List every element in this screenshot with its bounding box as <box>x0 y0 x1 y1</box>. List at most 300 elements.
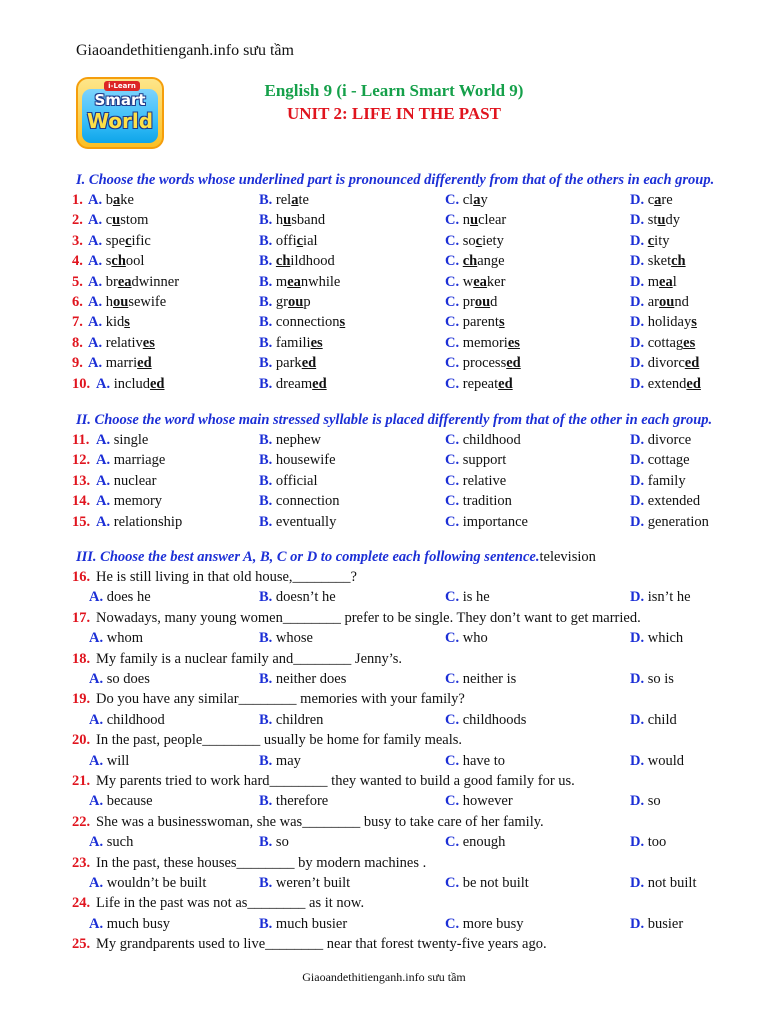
underlined-part: ea <box>473 273 487 290</box>
option-letter: C. <box>445 915 460 932</box>
question-row <box>0 936 768 956</box>
question-number: 15. <box>72 513 91 530</box>
answer-option: A. relatives <box>88 334 155 351</box>
option-letter: B. <box>259 294 273 310</box>
option-letter: B. <box>259 334 273 351</box>
logo-tag: i-Learn <box>104 81 140 91</box>
question-number: 1. <box>72 192 83 208</box>
option-letter: C. <box>445 314 460 331</box>
option-letter: C. <box>445 671 460 687</box>
underlined-part: ch <box>671 253 686 270</box>
option-letter: B. <box>259 314 273 331</box>
option-letter: D. <box>630 355 645 372</box>
answer-option: B. connections <box>259 314 346 331</box>
answer-option: C. memories <box>445 334 520 351</box>
underlined-part: es <box>683 334 696 351</box>
answer-option: D. divorce <box>630 432 692 448</box>
answer-option: D. would <box>630 752 684 769</box>
answer-option: C. society <box>445 232 504 249</box>
answer-option: A. does he <box>89 589 151 606</box>
option-letter: A. <box>88 334 103 351</box>
option-letter: A. <box>88 253 103 270</box>
option-letter: D. <box>630 212 645 229</box>
question-text: My family is a nuclear family and________ Jenny’s. <box>96 650 403 667</box>
option-letter: B. <box>259 875 273 891</box>
option-letter: D. <box>630 452 645 469</box>
option-letter: D. <box>630 711 645 728</box>
answer-option: A. housewife <box>88 294 167 310</box>
option-letter: C. <box>445 630 460 647</box>
option-letter: C. <box>445 375 460 392</box>
question-row <box>0 376 768 396</box>
option-letter: A. <box>88 212 103 229</box>
option-letter: C. <box>445 432 460 448</box>
option-letter: C. <box>445 513 460 530</box>
answer-option: A. relationship <box>96 513 183 530</box>
answer-option: A. bake <box>88 192 134 208</box>
answer-option: A. wouldn’t be built <box>89 875 207 891</box>
question-number: 12. <box>72 452 91 469</box>
question-number: 2. <box>72 212 83 229</box>
answer-option: C. tradition <box>445 493 512 510</box>
option-letter: D. <box>630 192 645 208</box>
question-number: 17. <box>72 609 91 626</box>
answer-option: D. isn’t he <box>630 589 691 606</box>
option-letter: D. <box>630 232 645 249</box>
answer-option: B. doesn’t he <box>259 589 336 606</box>
answer-option: C. have to <box>445 752 506 769</box>
question-number: 8. <box>72 334 83 351</box>
option-letter: A. <box>89 671 104 687</box>
answer-option: B. dreamed <box>259 375 327 392</box>
question-row <box>0 335 768 355</box>
underlined-part: ou <box>474 294 491 310</box>
answer-option: C. repeated <box>445 375 513 392</box>
source-footer: Giaoandethitienganh.info sưu tầm <box>302 970 466 984</box>
option-letter: A. <box>89 915 104 932</box>
answer-option: C. be not built <box>445 875 529 891</box>
option-letter: D. <box>630 253 645 270</box>
answer-option: D. which <box>630 630 684 647</box>
underlined-part: ed <box>149 375 165 392</box>
option-letter: B. <box>259 192 273 208</box>
answer-option: A. much busy <box>89 915 170 932</box>
underlined-part: s <box>339 314 346 331</box>
question-row <box>0 514 768 534</box>
underlined-part: ed <box>312 375 327 392</box>
answer-option: B. childhood <box>259 253 335 270</box>
answer-option: A. childhood <box>89 711 165 728</box>
answer-option: A. whom <box>89 630 143 647</box>
underlined-part: es <box>310 334 323 351</box>
answer-option: D. cottages <box>630 334 696 351</box>
answer-option: D. generation <box>630 513 709 530</box>
source-header: Giaoandethitienganh.info sưu tầm <box>76 42 294 59</box>
question-text: My parents tried to work hard________ they wanted to build a good family for us. <box>96 773 575 789</box>
option-letter: A. <box>89 711 104 728</box>
book-title: English 9 (i - Learn Smart World 9) <box>264 81 524 100</box>
question-text: Nowadays, many young women________ prefer to be single. They don’t want to get married. <box>96 609 641 626</box>
option-letter: D. <box>630 671 645 687</box>
answer-option: A. nuclear <box>96 472 157 489</box>
answer-option: C. clay <box>445 192 488 208</box>
answer-option: D. child <box>630 711 677 728</box>
underlined-part: s <box>124 314 130 331</box>
question-row <box>0 610 768 630</box>
option-letter: B. <box>259 793 273 810</box>
underlined-part: c <box>647 232 655 249</box>
question-number: 25. <box>72 936 91 953</box>
underlined-part: c <box>475 232 483 249</box>
answer-option: B. connection <box>259 493 340 510</box>
answer-option: D. divorced <box>630 355 700 372</box>
answer-option: C. weaker <box>445 273 506 290</box>
option-letter: A. <box>96 452 111 469</box>
option-letter: D. <box>630 334 645 351</box>
underlined-part: a <box>473 192 481 208</box>
question-text: In the past, these houses________ by modern machines . <box>96 854 427 871</box>
options-row <box>0 753 768 773</box>
options-row <box>0 916 768 936</box>
answer-option: A. marriage <box>96 452 166 469</box>
underlined-part: ch <box>462 253 478 270</box>
logo-word-world: World <box>86 109 154 133</box>
answer-option: C. importance <box>445 513 528 530</box>
question-row <box>0 569 768 589</box>
answer-option: A. such <box>89 834 134 851</box>
option-letter: D. <box>630 875 645 891</box>
question-number: 14. <box>72 493 91 510</box>
option-letter: C. <box>445 212 460 229</box>
question-row <box>0 314 768 334</box>
option-letter: C. <box>445 875 460 891</box>
question-number: 3. <box>72 232 83 249</box>
answer-option: D. extended <box>630 375 701 392</box>
option-letter: C. <box>445 711 460 728</box>
option-letter: A. <box>88 355 103 372</box>
answer-option: B. nephew <box>259 432 322 448</box>
answer-option: A. school <box>88 253 145 270</box>
unit-title: UNIT 2: LIFE IN THE PAST <box>287 104 501 123</box>
underlined-part: ed <box>137 355 152 372</box>
option-letter: C. <box>445 493 460 510</box>
option-letter: C. <box>445 232 460 249</box>
question-row <box>0 192 768 212</box>
option-letter: B. <box>259 273 273 290</box>
option-letter: B. <box>259 493 273 510</box>
option-letter: C. <box>445 192 460 208</box>
option-letter: B. <box>259 630 273 647</box>
answer-option: A. single <box>96 432 149 448</box>
option-letter: C. <box>445 589 460 606</box>
answer-option: B. weren’t built <box>259 875 351 891</box>
option-letter: A. <box>89 630 104 647</box>
question-number: 6. <box>72 294 83 310</box>
question-row <box>0 355 768 375</box>
question-row <box>0 253 768 273</box>
answer-option: D. city <box>630 232 670 249</box>
underlined-part: ed <box>498 375 513 392</box>
question-number: 7. <box>72 314 83 331</box>
option-letter: A. <box>88 232 103 249</box>
option-letter: D. <box>630 513 645 530</box>
option-letter: B. <box>259 711 273 728</box>
underlined-part: a <box>654 192 662 208</box>
answer-option: B. neither does <box>259 671 347 687</box>
answer-option: C. however <box>445 793 513 810</box>
question-text: In the past, people________ usually be home for family meals. <box>96 732 463 749</box>
logo-word-smart: Smart <box>94 91 146 109</box>
answer-option: A. breadwinner <box>88 273 180 290</box>
options-row <box>0 834 768 854</box>
question-row <box>0 855 768 875</box>
option-letter: C. <box>445 452 460 469</box>
answer-option: C. relative <box>445 472 507 489</box>
option-letter: B. <box>259 375 273 392</box>
option-letter: B. <box>259 671 273 687</box>
options-row <box>0 793 768 813</box>
question-row <box>0 773 768 793</box>
question-text: Life in the past was not as________ as it now. <box>96 895 365 912</box>
answer-option: B. eventually <box>259 513 337 530</box>
answer-option: D. around <box>630 294 689 310</box>
option-letter: B. <box>259 253 273 270</box>
option-letter: D. <box>630 793 645 810</box>
option-letter: C. <box>445 273 460 290</box>
underlined-part: es <box>142 334 155 351</box>
underlined-part: ea <box>659 273 673 290</box>
question-row <box>0 294 768 314</box>
option-letter: C. <box>445 294 460 310</box>
question-number: 16. <box>72 569 91 585</box>
question-row <box>0 895 768 915</box>
option-letter: A. <box>96 472 111 489</box>
option-letter: A. <box>88 273 103 290</box>
underlined-part: ou <box>112 294 129 310</box>
question-text: Do you have any similar________ memories with your family? <box>96 691 465 708</box>
underlined-part: u <box>469 212 479 229</box>
question-row <box>0 732 768 752</box>
answer-option: C. parents <box>445 314 505 331</box>
option-letter: B. <box>259 355 273 372</box>
question-text: My grandparents used to live________ near that forest twenty-five years ago. <box>96 936 547 953</box>
underlined-part: u <box>112 212 121 229</box>
underlined-part: c <box>125 232 132 249</box>
option-letter: C. <box>445 253 460 270</box>
option-letter: A. <box>96 432 111 448</box>
option-letter: B. <box>259 589 273 606</box>
question-row <box>0 651 768 671</box>
answer-option: A. specific <box>88 232 151 249</box>
option-letter: D. <box>630 472 645 489</box>
option-letter: D. <box>630 432 645 448</box>
question-number: 5. <box>72 273 83 290</box>
option-letter: A. <box>88 314 103 331</box>
answer-option: A. kids <box>88 314 130 331</box>
underlined-part: s <box>498 314 505 331</box>
answer-option: B. official <box>259 232 318 249</box>
options-row <box>0 630 768 650</box>
option-letter: B. <box>259 834 273 851</box>
answer-option: A. married <box>88 355 152 372</box>
answer-option: A. so does <box>89 671 150 687</box>
answer-option: D. care <box>630 192 673 208</box>
question-row <box>0 473 768 493</box>
option-letter: C. <box>445 355 460 372</box>
answer-option: D. extended <box>630 493 701 510</box>
question-row <box>0 432 768 452</box>
options-row <box>0 671 768 691</box>
underlined-part: ea <box>287 273 301 290</box>
underlined-part: ch <box>111 253 126 270</box>
option-letter: D. <box>630 375 645 392</box>
underlined-part: ed <box>506 355 521 372</box>
question-number: 18. <box>72 650 91 667</box>
question-row <box>0 274 768 294</box>
option-letter: A. <box>89 875 104 891</box>
underlined-part: es <box>507 334 520 351</box>
question-row <box>0 212 768 232</box>
answer-option: C. change <box>445 253 505 270</box>
question-number: 9. <box>72 355 83 372</box>
question-row <box>0 814 768 834</box>
answer-option: B. parked <box>259 355 317 372</box>
option-letter: B. <box>259 452 273 469</box>
underlined-part: s <box>691 314 697 331</box>
answer-option: D. too <box>630 834 667 851</box>
answer-option: B. group <box>259 294 311 310</box>
option-letter: A. <box>89 752 104 769</box>
question-row <box>0 691 768 711</box>
option-letter: B. <box>259 432 273 448</box>
underlined-part: a <box>291 192 299 208</box>
option-letter: A. <box>89 793 104 810</box>
option-letter: C. <box>445 752 460 769</box>
answer-option: A. memory <box>96 493 163 510</box>
option-letter: D. <box>630 589 645 606</box>
answer-option: B. families <box>259 334 323 351</box>
option-letter: C. <box>445 793 460 810</box>
question-number: 4. <box>72 253 83 270</box>
answer-option: C. nuclear <box>445 212 507 229</box>
option-letter: B. <box>259 232 273 249</box>
option-letter: D. <box>630 273 645 290</box>
question-number: 11. <box>72 432 90 448</box>
underlined-part: ou <box>288 294 304 310</box>
answer-option: D. holidays <box>630 314 697 331</box>
answer-option: D. family <box>630 472 686 489</box>
answer-option: D. cottage <box>630 452 690 469</box>
answer-option: A. because <box>89 793 153 810</box>
question-number: 10. <box>72 375 91 392</box>
option-letter: A. <box>89 589 104 606</box>
option-letter: A. <box>89 834 104 851</box>
option-letter: A. <box>96 513 111 530</box>
option-letter: A. <box>88 192 103 208</box>
option-letter: D. <box>630 314 645 331</box>
option-letter: B. <box>259 752 273 769</box>
answer-option: B. whose <box>259 630 313 647</box>
answer-option: B. husband <box>259 212 326 229</box>
underlined-part: ou <box>659 294 675 310</box>
section-3-instruction: III. Choose the best answer A, B, C or D to complete each following sentence.television <box>76 549 596 565</box>
answer-option: C. more busy <box>445 915 524 932</box>
option-letter: B. <box>259 472 273 489</box>
question-number: 20. <box>72 732 91 749</box>
question-row <box>0 233 768 253</box>
option-letter: D. <box>630 915 645 932</box>
answer-option: B. housewife <box>259 452 336 469</box>
answer-option: C. processed <box>445 355 521 372</box>
underlined-part: u <box>283 212 292 229</box>
question-number: 24. <box>72 895 91 912</box>
section-2-instruction: II. Choose the word whose main stressed syllable is placed differently from that of the other in each group. <box>76 412 713 428</box>
underlined-part: ea <box>117 273 132 290</box>
underlined-part: u <box>657 212 666 229</box>
underlined-part: ch <box>275 253 291 270</box>
option-letter: C. <box>445 334 460 351</box>
answer-option: D. meal <box>630 273 677 290</box>
answer-option: C. proud <box>445 294 498 310</box>
answer-option: B. children <box>259 711 324 728</box>
question-number: 19. <box>72 691 91 708</box>
instruction-tail: television <box>539 549 596 565</box>
answer-option: A. will <box>89 752 130 769</box>
option-letter: B. <box>259 212 273 229</box>
option-letter: B. <box>259 915 273 932</box>
option-letter: A. <box>96 493 111 510</box>
option-letter: D. <box>630 630 645 647</box>
option-letter: D. <box>630 493 645 510</box>
section-1-instruction: I. Choose the words whose underlined part is pronounced differently from that of the others in each group. <box>76 172 715 188</box>
options-row <box>0 712 768 732</box>
question-number: 23. <box>72 854 91 871</box>
answer-option: B. therefore <box>259 793 329 810</box>
question-number: 22. <box>72 813 91 830</box>
question-number: 13. <box>72 472 91 489</box>
option-letter: B. <box>259 513 273 530</box>
question-text: He is still living in that old house,________? <box>96 569 357 585</box>
answer-option: C. neither is <box>445 671 517 687</box>
answer-option: D. not built <box>630 875 697 891</box>
option-letter: D. <box>630 834 645 851</box>
options-row <box>0 875 768 895</box>
question-row <box>0 493 768 513</box>
question-text: She was a businesswoman, she was________ busy to take care of her family. <box>96 813 544 830</box>
option-letter: A. <box>88 294 103 310</box>
answer-option: C. childhoods <box>445 711 527 728</box>
answer-option: B. relate <box>259 192 309 208</box>
answer-option: C. is he <box>445 589 490 606</box>
answer-option: A. custom <box>88 212 149 229</box>
option-letter: D. <box>630 752 645 769</box>
question-number: 21. <box>72 773 91 789</box>
answer-option: C. childhood <box>445 432 521 448</box>
options-row <box>0 589 768 609</box>
underlined-part: a <box>112 192 121 208</box>
answer-option: B. may <box>259 752 301 769</box>
underlined-part: ed <box>686 375 701 392</box>
answer-option: A. included <box>96 375 165 392</box>
answer-option: D. sketch <box>630 253 686 270</box>
answer-option: B. so <box>259 834 289 851</box>
answer-option: B. much busier <box>259 915 348 932</box>
answer-option: C. support <box>445 452 507 469</box>
underlined-part: ed <box>684 355 700 372</box>
answer-option: B. official <box>259 472 318 489</box>
underlined-part: c <box>296 232 304 249</box>
answer-option: D. busier <box>630 915 684 932</box>
